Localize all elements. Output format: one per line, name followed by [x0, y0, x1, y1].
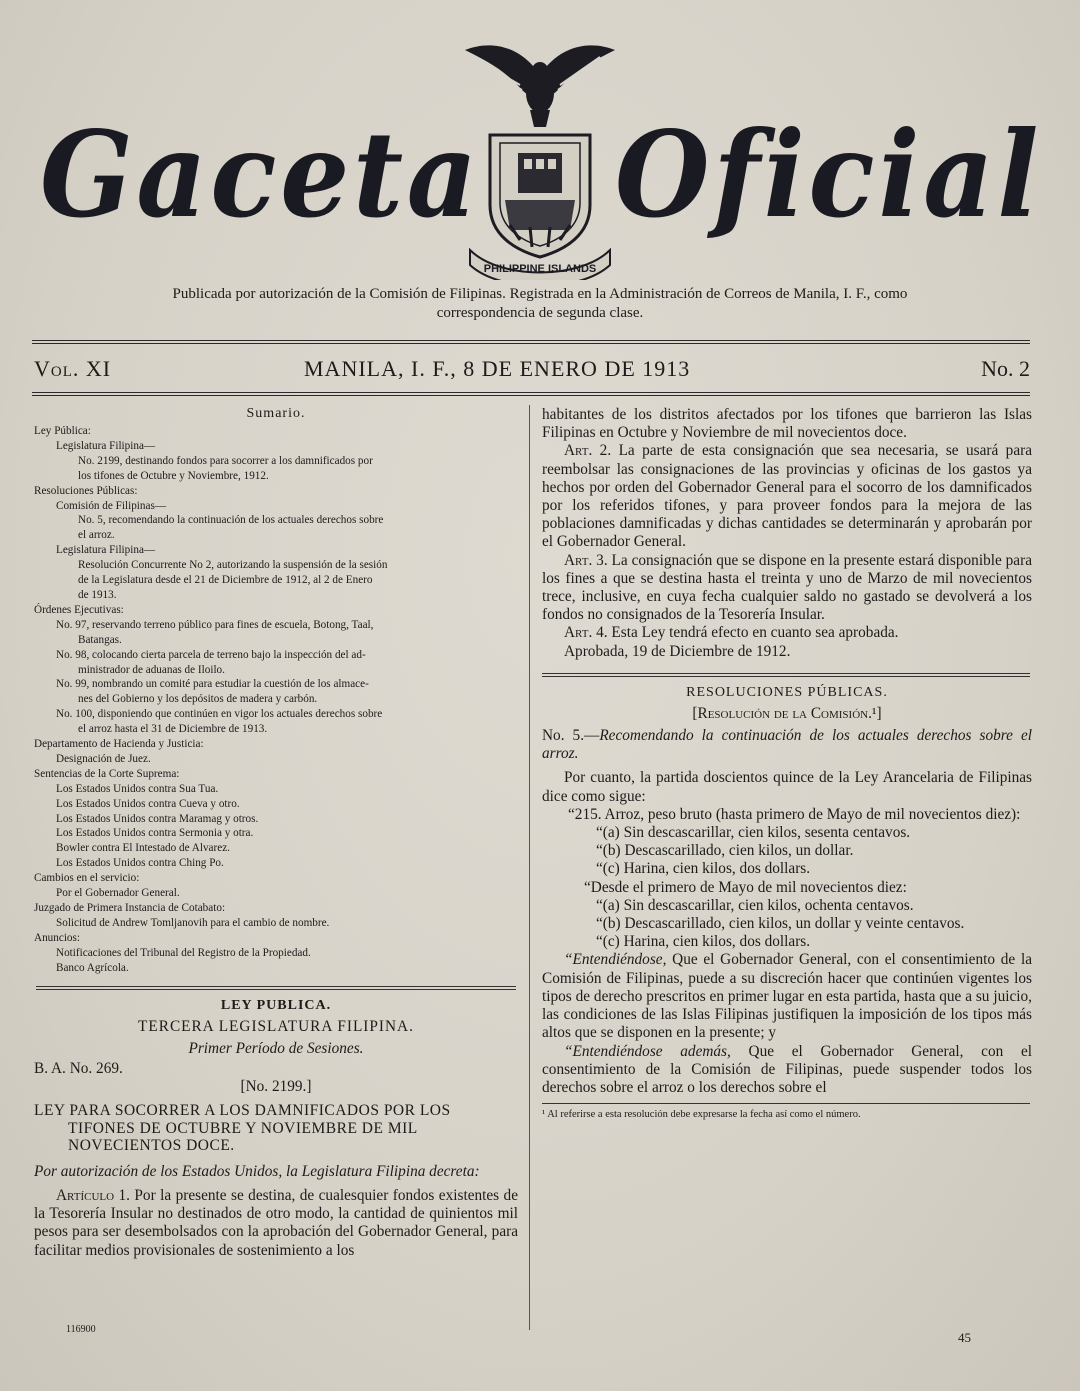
sumario-line: Ley Pública: — [34, 425, 91, 437]
masthead — [40, 30, 1043, 280]
sumario-line: Anuncios: — [34, 931, 80, 944]
proviso-1-lead: “Entendiéndose, — [564, 951, 667, 969]
article-4-text: Esta Ley tendrá efecto en cuanto sea aprobada. — [611, 624, 899, 642]
sumario-line: No. 2199, destinando fondos para socorrer a los damnificados por — [78, 454, 373, 467]
sumario-line: Juzgado de Primera Instancia de Cotabato: — [34, 902, 226, 914]
sumario-line: Comisión de Filipinas— — [56, 499, 167, 512]
sumario-line: Los Estados Unidos contra Sua Tua. — [56, 782, 219, 795]
sumario-line: No. 100, disponiendo que continúen en vigor los actuales derechos sobre — [56, 708, 383, 721]
sumario-list — [34, 424, 518, 976]
article-3-label: Art. 3. — [564, 551, 608, 569]
issue-bar — [32, 352, 1030, 386]
sumario-line: Banco Agrícola. — [56, 961, 129, 974]
law-number: [No. 2199.] — [240, 1078, 312, 1096]
section-rule — [36, 986, 516, 990]
article-3-text: La consignación que se dispone en la presente estará disponible para los fines a que se destina hasta el treinta y uno de Marzo de mil novecientos trece, inclusive, en cuya fecha cualquier saldo no gastado se devolverá a los fondos no consignados de la Tesorería Insular. — [542, 551, 1032, 624]
tariff-a2: “(a) Sin descascarillar, cien kilos, ochenta centavos. — [596, 896, 914, 914]
sumario-line: Los Estados Unidos contra Ching Po. — [56, 857, 224, 870]
sumario-line: Resolución Concurrente No 2, autorizando la suspensión de la sesión — [78, 559, 388, 572]
sumario-line: el arroz hasta el 31 de Diciembre de 1913. — [78, 723, 268, 736]
sumario-line: Departamento de Hacienda y Justicia: — [34, 738, 204, 751]
approval-date: Aprobada, 19 de Diciembre de 1912. — [564, 642, 791, 660]
publication-note — [40, 285, 1040, 323]
article-3 — [542, 552, 1032, 625]
sumario-line: los tifones de Octubre y Noviembre, 1912. — [78, 469, 269, 482]
article-2-text: La parte de esta consignación que sea necesaria, se usará para reembolsar las consignaciones de las provincias y oficinas de los gastos ya hechos por orden del Gobernador General para el socorro de los damnificados por los referidos tifones, y para proveer fondos para la mejora de las poblaciones damnificadas y dichas cantidades se determinarán y aprobarán por el Gobernador General. — [542, 442, 1032, 551]
issue-number: No. 2 — [981, 356, 1030, 381]
whereas-1: Por cuanto, la partida doscientos quince de la Ley Arancelaria de Filipinas dice como sigue: — [542, 769, 1032, 805]
publication-note-line-2: correspondencia de segunda clase. — [436, 305, 644, 321]
publication-note-line-1: Publicada por autorización de la Comisión de Filipinas. Registrada en la Administración de Correos de Manila, I. F., como — [172, 286, 908, 302]
tariff-a: “(a) Sin descascarillar, cien kilos, sesenta centavos. — [596, 824, 911, 842]
rule-bottom — [32, 392, 1030, 396]
article-4 — [542, 624, 1032, 642]
ley-heading: LEY PUBLICA. — [220, 997, 332, 1013]
article-1 — [34, 1187, 518, 1260]
tariff-desde: “Desde el primero de Mayo de mil novecientos diez: — [584, 878, 907, 896]
left-column — [34, 406, 518, 1260]
proviso-1 — [542, 951, 1032, 1042]
footnote: ¹ Al referirse a esta resolución debe expresarse la fecha así como el número. — [542, 1109, 861, 1121]
article-1-text: Por la presente se destina, de cualesquier fondos existentes de la Tesorería Insular no destinados de otro modo, la cantidad de quinientos mil pesos para ser desembolsados con la aprobación del Gobernador General, para facilitar medios provisionales de sostenimiento a los — [34, 1187, 518, 1259]
sumario-line: Cambios en el servicio: — [34, 872, 140, 885]
tariff-c: “(c) Harina, cien kilos, dos dollars. — [596, 860, 811, 878]
proviso-1-text: Que el Gobernador General, con el consentimiento de la Comisión de Filipinas, puede a su discreción hacer que continúen vigentes los tipos de derecho prescritos en primer lugar en esta partida, hasta que a su juicio, las condiciones de las Islas Filipinas justifiquen la imposición de los tipos más altos que se disponen en la presente; y — [542, 951, 1032, 1042]
sumario-line: Órdenes Ejecutivas: — [34, 603, 124, 616]
rule-top — [32, 340, 1030, 344]
sumario-line: No. 97, reservando terreno público para fines de escuela, Botong, Taal, — [56, 618, 374, 631]
sumario-line: Legislatura Filipina— — [56, 439, 156, 452]
article-4-label: Art. 4. — [564, 624, 608, 642]
sumario-line: No. 98, colocando cierta parcela de terreno bajo la inspección del ad- — [56, 648, 366, 661]
ba-number: B. A. No. 269. — [34, 1059, 123, 1077]
proviso-2-text: Que el Gobernador General, con el consentimiento de la Comisión de Filipinas, puede suspender todos los derechos sobre el arroz o los derechos sobre el — [542, 1042, 1033, 1096]
tariff-b: “(b) Descascarillado, cien kilos, un dollar. — [596, 842, 854, 860]
article-2 — [542, 442, 1032, 551]
sumario-line: de la Legislatura desde el 21 de Diciembre de 1912, al 2 de Enero — [78, 574, 373, 587]
section-rule-right — [542, 673, 1030, 677]
enacting-clause: Por autorización de los Estados Unidos, la Legislatura Filipina decreta: — [34, 1162, 480, 1180]
right-body — [542, 406, 1032, 661]
sumario-line: No. 5, recomendando la continuación de los actuales derechos sobre — [78, 514, 384, 527]
law-title: LEY PARA SOCORRER A LOS DAMNIFICADOS POR LOS TIFONES DE OCTUBRE Y NOVIEMBRE DE MIL NOVECIENTOS DOCE. — [34, 1102, 451, 1155]
place-date: MANILA, I. F., 8 DE ENERO DE 1913 — [304, 356, 691, 381]
sumario-line: Designación de Juez. — [56, 752, 151, 765]
sumario-title: Sumario. — [246, 406, 306, 421]
legislature-line: TERCERA LEGISLATURA FILIPINA. — [138, 1017, 414, 1035]
sumario-line: Por el Gobernador General. — [56, 887, 180, 900]
serial-number: 116900 — [66, 1324, 96, 1335]
article-1-continued: habitantes de los distritos afectados por los tifones que barrieron las Islas Filipinas en Octubre y Noviembre de mil novecientos doce. — [542, 406, 1032, 442]
sumario-line: Batangas. — [78, 633, 122, 646]
article-1-label: Artículo 1. — [56, 1187, 130, 1205]
philippine-crest-icon — [460, 35, 620, 280]
proviso-2 — [542, 1043, 1032, 1098]
proviso-2-lead: “Entendiéndose además, — [564, 1042, 731, 1060]
tariff-215: “215. Arroz, peso bruto (hasta primero de Mayo de mil novecientos diez): — [568, 805, 1021, 823]
sumario-line: Resoluciones Públicas: — [34, 484, 138, 497]
column-divider — [529, 405, 530, 1330]
tariff-c2: “(c) Harina, cien kilos, dos dollars. — [596, 933, 811, 951]
sumario-line: Los Estados Unidos contra Sermonia y otra. — [56, 827, 254, 840]
resoluciones-heading: RESOLUCIONES PÚBLICAS. — [686, 684, 888, 700]
sumario-line: ministrador de aduanas de Iloilo. — [78, 663, 225, 676]
footnote-rule — [542, 1103, 1030, 1104]
right-column — [542, 406, 1032, 1122]
masthead-title-right: Oficial — [615, 105, 1043, 244]
sumario-line: nes del Gobierno y los depósitos de madera y carbón. — [78, 693, 318, 706]
resolution-title — [542, 727, 1032, 763]
volume-label: Vol. XI — [34, 356, 112, 381]
sumario-line: Legislatura Filipina— — [56, 544, 156, 557]
resolution-title-text: Recomendando la continuación de los actuales derechos sobre el arroz. — [542, 727, 1032, 763]
ley-body — [34, 1018, 518, 1260]
sumario-line: Notificaciones del Tribunal del Registro de la Propiedad. — [56, 946, 311, 959]
sumario-line: Bowler contra El Intestado de Alvarez. — [56, 842, 230, 855]
sumario-line: No. 99, nombrando un comité para estudiar la cuestión de los almace- — [56, 678, 369, 691]
crest-banner-text: PHILIPPINE ISLANDS — [483, 263, 597, 275]
sumario-line: el arroz. — [78, 529, 115, 542]
resolution-subheading: [Resolución de la Comisión.¹] — [692, 704, 882, 722]
resolution-body — [542, 705, 1032, 1097]
sumario-line: de 1913. — [78, 588, 117, 601]
article-2-label: Art. 2. — [564, 442, 612, 460]
masthead-title-left: Gaceta — [40, 105, 481, 244]
sumario-line: Los Estados Unidos contra Maramag y otros. — [56, 812, 259, 825]
resolution-number: No. 5.— — [542, 727, 600, 745]
sumario-line: Los Estados Unidos contra Cueva y otro. — [56, 797, 240, 810]
session-period: Primer Período de Sesiones. — [188, 1039, 364, 1057]
tariff-b2: “(b) Descascarillado, cien kilos, un dollar y veinte centavos. — [596, 915, 965, 933]
sumario-line: Solicitud de Andrew Tomljanovih para el cambio de nombre. — [56, 916, 330, 929]
sumario-line: Sentencias de la Corte Suprema: — [34, 767, 180, 780]
page-number: 45 — [958, 1330, 971, 1345]
